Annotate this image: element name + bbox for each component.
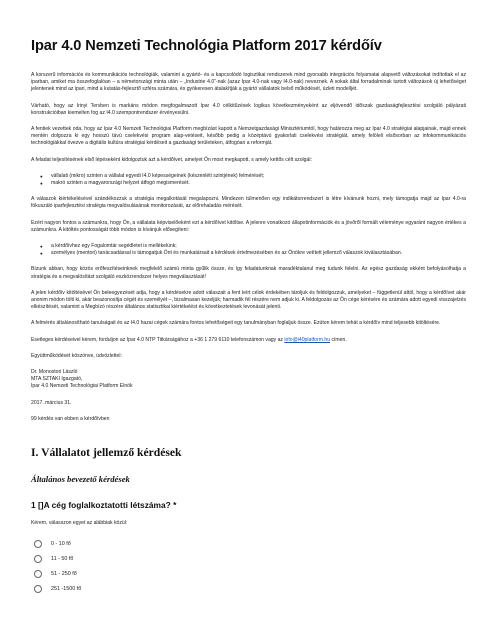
contact-text: Esetleges kérdéseivel kérem, forduljon az Ipar 4.0 NTP Titkárságához a +36 1 279 6110 telefonszámon vagy az (31, 336, 285, 343)
question-count: 99 kérdés van ebben a kérdőívben (31, 415, 110, 422)
intro-paragraph-6: Ezért nagyon fontos a számunkra, hogy Ön, a vállalata képviselőeként ezt a kérdőívet kitöltse. A jelenre vonatkozó állapotinformációk és a jövőről formált véleménye egyaránt nagyon értékes a számunkra. A kitöltés pontosságát több módon is kívánjuk elősegíteni: (31, 219, 466, 233)
signatory-organization: Ipar 4.0 Nemzeti Technológiai Platform Elnök (31, 383, 133, 390)
intro-paragraph-3: A fentiek vezettek oda, hogy az Ipar 4.0 Nemzeti Technológiai Platform megbízást kapott a Nemzetgazdasági Minisztériumtól, hogy határozza meg az Ipar 4.0 stratégiai alapjainak, majd ennek mentén dolgozza ki egy hosszú távú cselekvési program alap-vetéseit, később pedig a középtávú gyakorlati cselekvési stratégiát, amely felöleli elsősorban az infokommunikációs technológiákkal övezve a digitális kultúra stratégiai kérdéseit a gazdasági területeken, átfogóan a reformját. (31, 126, 466, 147)
answer-option-label: 0 - 10 fő (51, 540, 71, 547)
answer-option[interactable] (31, 551, 466, 566)
answer-option[interactable] (31, 581, 466, 596)
goals-list-item: ● makró szinten a magyarországi helyzet átfogó megismerését. (51, 180, 466, 187)
support-list-item: ● személyes (mentori) tanácsadással is támogatjuk Önt és munkatársait a kérdések értelmezésében és az Önökre vetített jellemző válaszok kiválasztásában. (51, 250, 466, 257)
intro-paragraph-2: Várható, hogy az Irinyi Tervben is markáns módon megfogalmazott Ipar 4.0 célkitűzések logikus következményeként az eljövendő időszak gazdaságfejlesztési szolgáló pályázati konstrukcióiban kiemelten fog az I4.0 szempontrendszer érvényesülni. (31, 102, 466, 116)
contact-email-link[interactable]: info@i40platform.hu (284, 336, 331, 343)
question-hint: Kérem, válasszon egyet az alábbiak közül: (31, 520, 128, 527)
document-date: 2017. március 31. (31, 399, 72, 406)
support-list-item: ● a kérdőívhez egy Fogalomtár segédletet is mellékelünk; (51, 243, 466, 250)
section-subtitle: Általános bevezető kérdések (31, 474, 130, 485)
signatory-role: MTA SZTAKI Igazgató, (31, 376, 83, 383)
intro-paragraph-5: A válaszok kiértékelésével szándékozzuk a stratégia megalkotását megalapozni. Mindezen túlmenően egy indikátorrendszert is létre kívánunk hozni, mely támogatja majd az Ipar 4.0-ra fókuszáló iparfejlesztési stratégia megvalósulásának monitorozását, az előrehaladás mérését. (31, 196, 466, 210)
signatory-name: Dr. Monostori László (31, 369, 78, 376)
intro-paragraph-1: A korszerű információs és kommunikációs technológiák, valamint a gyártó- és a kapcsolódó logisztikai rendszerek mind gyorsabb integrációs folyamatai alapvető változásokat indítottak el az iparban, amiket ma összefoglalóan – a németországi minta után – „Industrie 4.0”-nak (azaz Ipar 4.0-nak vagy I4.0-nak) neveznek. A sokak által forradalminak tartott változások új lehetőséget jelentenek mind az ipari, mind a kutatás-fejlesztő szféra számára, és gyökeresen átalakítják a gyártó vállalatok belső működését, üzleti modelljét. (31, 72, 466, 93)
question-title: 1 []A cég foglalkoztatotti létszáma? * (31, 500, 177, 511)
answer-option[interactable] (31, 566, 466, 581)
closing-greeting: Együttműködését köszönve, üdvözlettel: (31, 352, 122, 359)
radio-button[interactable] (34, 585, 42, 593)
goals-list (31, 173, 466, 187)
answer-option-label: 251 -1500 fő (51, 585, 82, 592)
intro-paragraph-7: Bízunk abban, hogy közös erőfeszítéseinknek megfelelő számú minta gyűlik össze, és így feladatunknak maradéktalanul meg tudunk felelni. Az egész gazdaság ekként befolyásolhatja a stratégia és a megvalósítást szolgáló eszközrendszer helyes megválasztását! (31, 266, 466, 280)
intro-paragraph-9: A felmérés általánosítható tanulságait és az I4.0 hazai cégek számára fontos lehetőségeit egy tanulmányban foglaljuk össze. Ezúton kérem tehát a kérdőív mind teljesebb kitöltésére. (31, 320, 441, 327)
radio-button[interactable] (34, 540, 42, 548)
goals-list-item: ● vállalati (mikro) szinten a vállalat egyedi I4.0 képességeinek (készenléti szintjének) felmérését; (51, 173, 466, 180)
answer-option-label: 11 - 50 fő (51, 555, 74, 562)
page-title: Ipar 4.0 Nemzeti Technológia Platform 2017 kérdőív (31, 38, 382, 54)
contact-paragraph (31, 337, 466, 344)
answer-option-label: 51 - 250 fő (51, 570, 77, 577)
intro-paragraph-8: A jelen kérdőív kitöltésével Ön beleegyezését adja, hogy a kérdésekre adott válaszait a fent leírt célok érdekében tároljuk és feldolgozzuk, amelyeket – függetlenül attól, hogy a kérdőívet akár anonim módon tölti ki, akár beazonosítja cégét és személyét –, bizalmasan kezeljük; harmadik fél részére nem adjuk ki. A feldolgozás az Ön cége kérésére és számára adott egyedi visszajelzés elkészítését, valamint a Megbízó részére általános statisztikai kiértékelést és következtetések levonását jelenti. (31, 289, 466, 311)
section-title: I. Vállalatot jellemző kérdések (31, 446, 182, 460)
contact-text-end: címen. (330, 336, 347, 343)
radio-button[interactable] (34, 570, 42, 578)
intro-paragraph-4: A feladat teljesítésének első lépéseként kidolgoztuk azt a kérdőívet, amelyet Ön most megkapott, s amely kettős célt szolgál: (31, 156, 312, 163)
answer-option[interactable] (31, 536, 466, 551)
radio-button[interactable] (34, 555, 42, 563)
support-list (31, 243, 466, 257)
